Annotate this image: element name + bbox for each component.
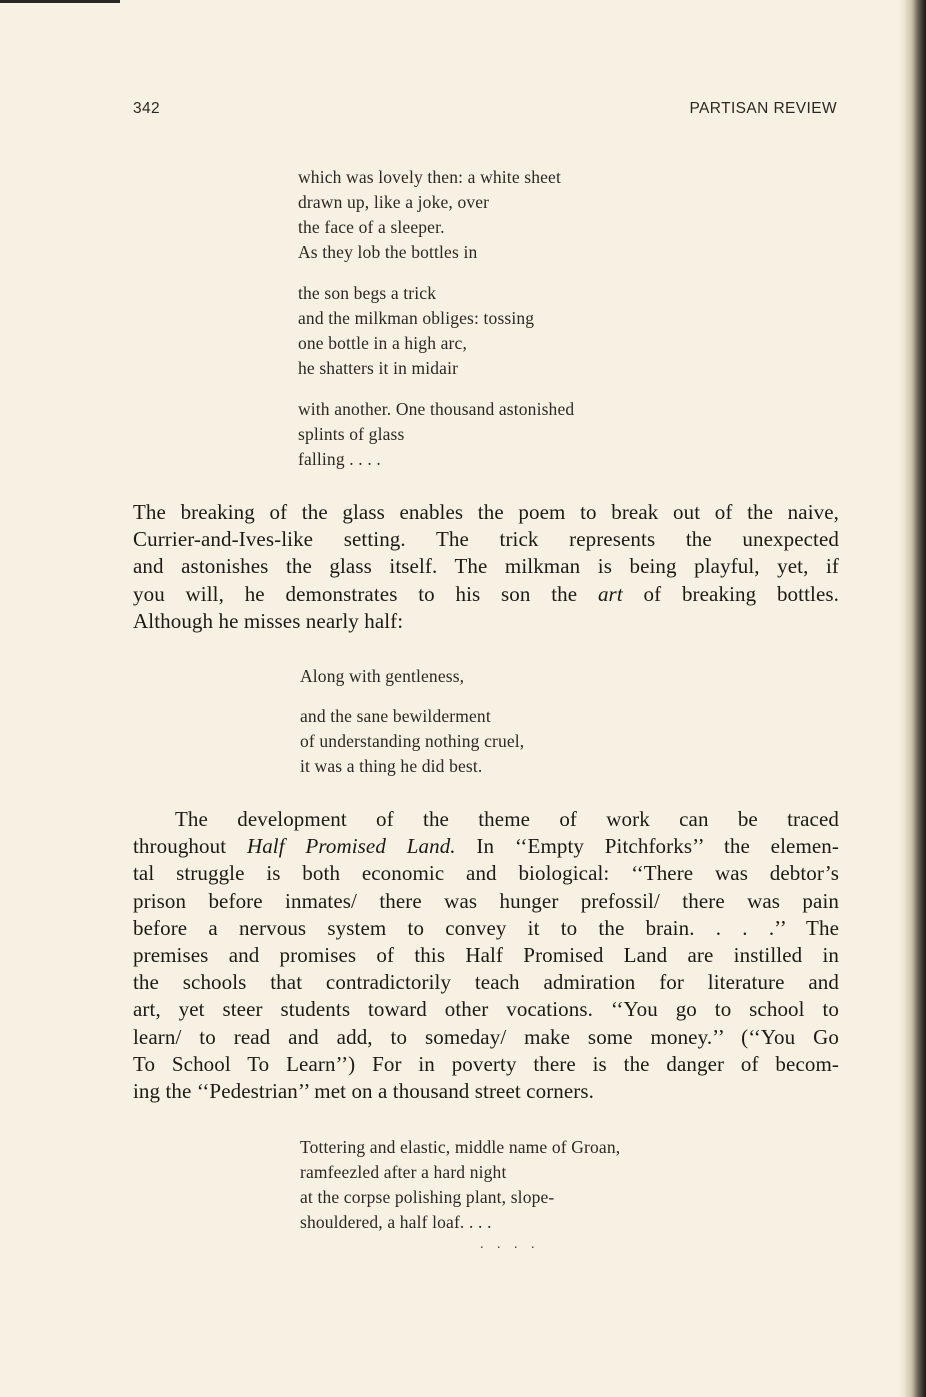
verse-line: As they lob the bottles in [298,242,478,262]
page-number: 342 [133,100,161,117]
verse-quote-2 [300,664,524,779]
trailing-ellipsis: . . . . [480,1237,540,1252]
prose-line: tal struggle is both economic and biological: ‘‘There was debtor’s [133,861,839,886]
prose-line: Currier-and-Ives-like setting. The trick represents the unexpected [133,527,839,552]
verse-line: ramfeezled after a hard night [300,1162,507,1182]
verse-line: and the sane bewilderment [300,706,491,726]
prose-line: art, yet steer students toward other vocations. ‘‘You go to school to [133,997,839,1022]
verse-line: Tottering and elastic, middle name of Groan, [300,1137,621,1157]
prose-line: ing the ‘‘Pedestrian’’ met on a thousand street corners. [133,1079,595,1104]
prose-line: the schools that contradictorily teach admiration for literature and [133,970,839,995]
prose-paragraph-1 [133,499,839,635]
prose-paragraph-2 [133,806,839,1105]
verse-line: and the milkman obliges: tossing [298,308,535,328]
prose-line: The breaking of the glass enables the poem to break out of the naive, [133,500,839,524]
prose-line: Although he misses nearly half: [133,608,404,633]
verse-line: he shatters it in midair [298,358,459,378]
prose-line: The development of the theme of work can be traced [175,807,839,831]
verse-line: Along with gentleness, [300,666,465,686]
running-head: PARTISAN REVIEW [689,100,837,117]
prose-line: premises and promises of this Half Promised Land are instilled in [133,943,839,968]
page-edge-right [898,0,926,1397]
prose-line: To School To Learn’’) For in poverty there is the danger of becom- [133,1051,839,1076]
verse-quote-1 [298,165,574,472]
prose-line: throughout Half Promised Land. In ‘‘Empty Pitchforks’’ the elemen- [133,834,839,859]
italic-book-title: Half Promised Land. [246,834,456,859]
italic-art: art [597,581,623,606]
verse-line: shouldered, a half loaf. . . . [300,1212,492,1232]
verse-line: at the corpse polishing plant, slope- [300,1187,555,1207]
verse-line: which was lovely then: a white sheet [298,167,561,187]
verse-line: the face of a sleeper. [298,217,445,237]
prose-line: you will, he demonstrates to his son the art of breaking bottles. [133,581,840,606]
verse-line: one bottle in a high arc, [298,333,467,353]
verse-line: drawn up, like a joke, over [298,192,490,212]
verse-line: of understanding nothing cruel, [300,731,525,751]
verse-line: falling . . . . [298,449,381,469]
prose-line: before a nervous system to convey it to the brain. . . .’’ The [133,915,839,940]
verse-line: splints of glass [298,424,405,444]
prose-line: learn/ to read and add, to someday/ make some money.’’ (‘‘You Go [133,1024,839,1049]
prose-line: and astonishes the glass itself. The milkman is being playful, yet, if [133,554,839,579]
verse-line: it was a thing he did best. [300,756,483,776]
prose-line: prison before inmates/ there was hunger prefossil/ there was pain [133,888,839,913]
verse-line: with another. One thousand astonished [298,399,575,419]
verse-quote-3 [300,1135,620,1235]
verse-line: the son begs a trick [298,283,437,303]
page-edge-top [0,0,120,3]
